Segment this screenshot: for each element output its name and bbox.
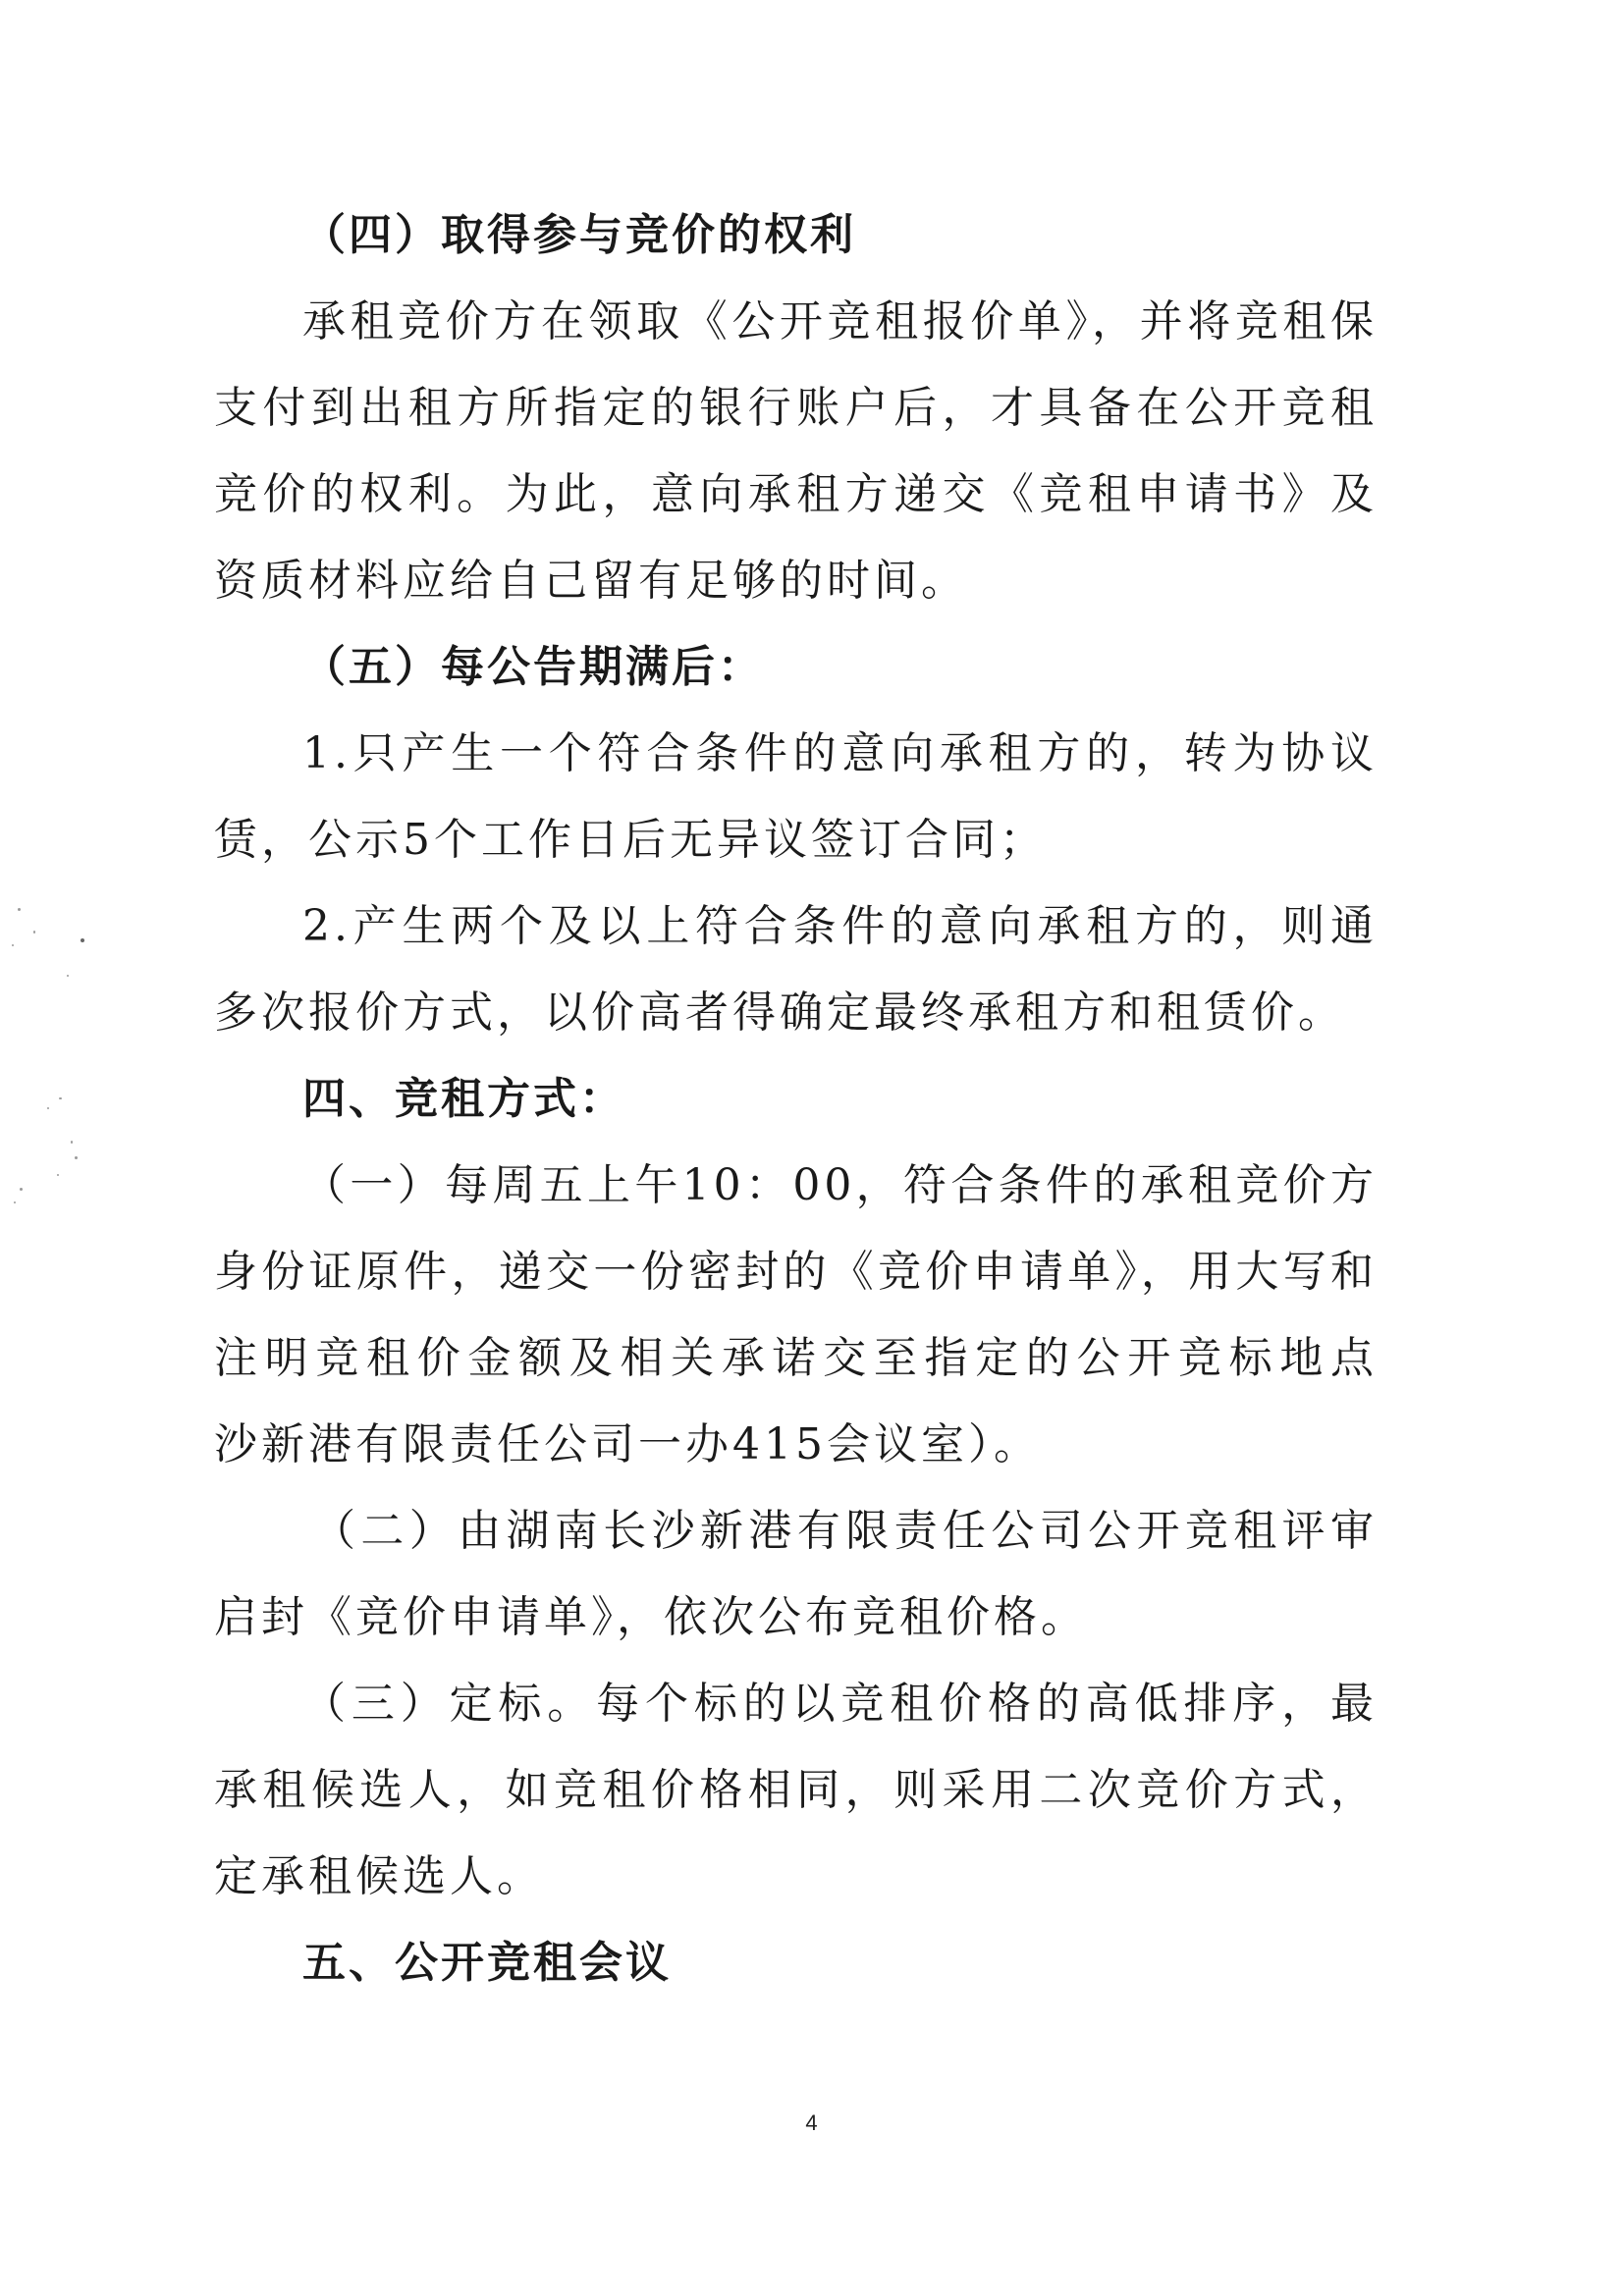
scan-speck [18,908,21,911]
scan-speck [20,1188,23,1191]
page-number: 4 [805,2110,818,2135]
paragraph-line: （一）每周五上午10：00，符合条件的承租竞价方 [302,1160,1378,1210]
list-item-line: 1.只产生一个符合条件的意向承租方的，转为协议 [302,728,1378,778]
scan-speck [33,931,35,934]
chapter-heading-public-meeting: 五、公开竞租会议 [302,1938,672,1988]
paragraph-line: （二）由湖南长沙新港有限责任公司公开竞租评审 [312,1506,1378,1556]
paragraph-line: 沙新港有限责任公司一办415会议室）。 [214,1419,1041,1469]
paragraph-line: 竞价的权利。为此，意向承租方递交《竞租申请书》及 [214,469,1378,519]
list-item-line: 多次报价方式，以价高者得确定最终承租方和租赁价。 [214,988,1345,1038]
scan-speck [71,1141,73,1144]
paragraph-line: 身份证原件，递交一份密封的《竞价申请单》，用大写和 [214,1247,1378,1297]
paragraph-line: 资质材料应给自己留有足够的时间。 [214,556,968,606]
paragraph-line: 承租竞价方在领取《公开竞租报价单》，并将竞租保 [302,296,1378,347]
scan-speck [57,1174,59,1176]
scan-speck [12,944,14,946]
list-item-line: 2.产生两个及以上符合条件的意向承租方的，则通 [302,901,1378,951]
paragraph-line: 承租候选人，如竞租价格相同，则采用二次竞价方式， [214,1765,1378,1815]
scan-speck [81,938,84,942]
scan-speck [75,1156,78,1159]
scan-speck [59,1097,62,1099]
paragraph-line: 定承租候选人。 [214,1851,544,1901]
paragraph-line: （三）定标。每个标的以竞租价格的高低排序，最 [302,1679,1378,1729]
list-item-line: 赁，公示5个工作日后无异议签订合同； [214,815,1047,865]
scan-speck [14,1201,16,1203]
section-heading-4: （四）取得参与竞价的权利 [302,210,856,260]
paragraph-line: 启封《竞价申请单》，依次公布竞租价格。 [214,1592,1088,1642]
paragraph-line: 支付到出租方所指定的银行账户后，才具备在公开竞租 [214,383,1378,433]
section-heading-5: （五）每公告期满后： [302,642,764,692]
scan-speck [47,1107,49,1109]
chapter-heading-bidding-method: 四、竞租方式： [302,1074,625,1124]
scan-speck [67,975,69,977]
paragraph-line: 注明竞租价金额及相关承诺交至指定的公开竞标地点 [214,1333,1378,1383]
